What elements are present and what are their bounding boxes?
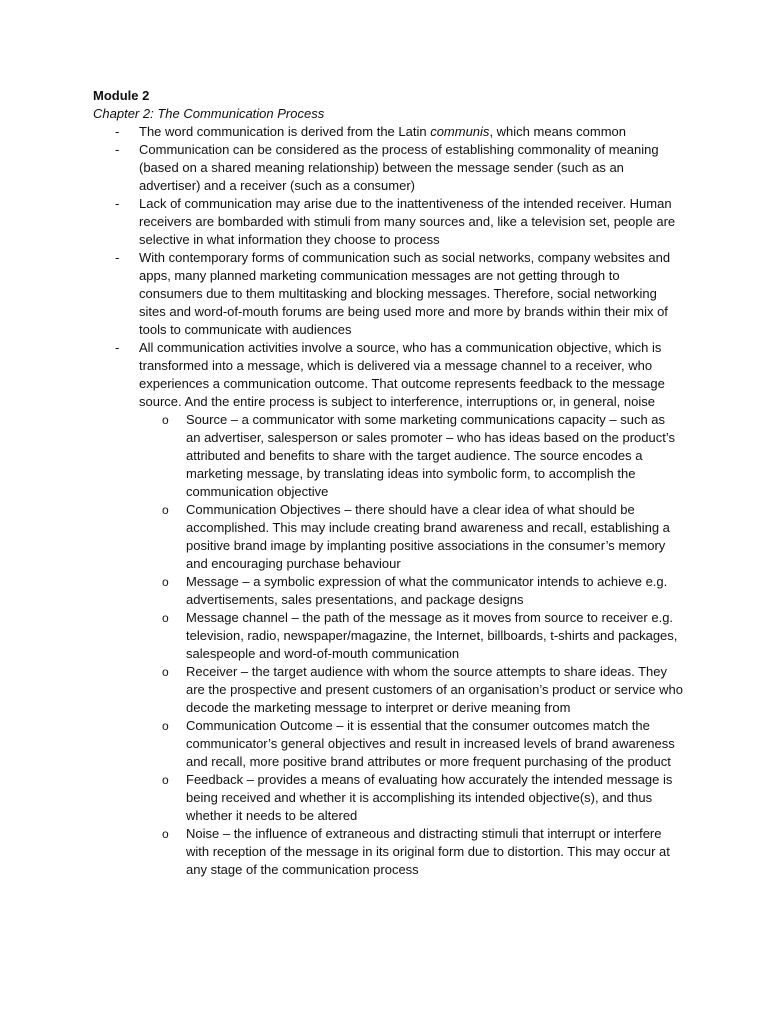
sub-bullet-text: Receiver – the target audience with whom the source attempts to share ideas. They are the prospective and present customers of an organisation’s product or service who decode the marketing message to interpret or derive meaning from — [186, 664, 683, 715]
sub-bullet-item — [139, 573, 683, 609]
bullet-item — [93, 339, 683, 879]
bullet-text: Lack of communication may arise due to the inattentiveness of the intended receiver. Human receivers are bombarded with stimuli from many sources and, like a television set, people are selective in what information they choose to process — [139, 196, 676, 247]
sub-bullet-text: Communication Objectives – there should have a clear idea of what should be accomplished. This may include creating brand awareness and recall, establishing a positive brand image by implanting positive associations in the consumer’s memory and encouraging purchase behaviour — [186, 502, 670, 571]
sub-bullet-text: Message – a symbolic expression of what the communicator intends to achieve e.g. advertisements, sales presentations, and package designs — [186, 574, 668, 607]
chapter-title: Chapter 2: The Communication Process — [93, 106, 325, 121]
bullet-text-before: The word communication is derived from the Latin — [139, 124, 431, 139]
sub-bullet-text: Source – a communicator with some marketing communications capacity – such as an advertiser, salesperson or sales promoter – who has ideas based on the product’s attributed and benefits to share with the target audience. The source encodes a marketing message, by translating ideas into symbolic form, to accomplish the communication objective — [186, 412, 675, 499]
circle-bullet-icon: o — [162, 665, 169, 679]
sub-bullet-text: Communication Outcome – it is essential that the consumer outcomes match the communicator’s general objectives and result in increased levels of brand awareness and recall, more positive brand attributes or more frequent purchasing of the product — [186, 718, 675, 769]
dash-bullet-icon: - — [115, 124, 120, 139]
bullet-text-after: , which means common — [489, 124, 626, 139]
sub-bullet-item — [139, 825, 683, 879]
bullet-item — [93, 123, 683, 141]
circle-bullet-icon: o — [162, 503, 169, 517]
sub-bullet-list — [139, 411, 683, 879]
sub-bullet-item — [139, 411, 683, 501]
sub-bullet-item — [139, 609, 683, 663]
sub-bullet-item — [139, 717, 683, 771]
circle-bullet-icon: o — [162, 611, 169, 625]
dash-bullet-icon: - — [115, 142, 120, 157]
document-content — [93, 87, 683, 879]
dash-bullet-icon: - — [115, 250, 120, 265]
circle-bullet-icon: o — [162, 575, 169, 589]
dash-bullet-icon: - — [115, 196, 120, 211]
circle-bullet-icon: o — [162, 719, 169, 733]
bullet-list — [93, 123, 683, 879]
module-title: Module 2 — [93, 88, 150, 103]
circle-bullet-icon: o — [162, 773, 169, 787]
bullet-text: Communication can be considered as the process of establishing commonality of meaning (based on a shared meaning relationship) between the message sender (such as an advertiser) and a receiver (such as a consumer) — [139, 142, 659, 193]
dash-bullet-icon: - — [115, 340, 120, 355]
bullet-text: All communication activities involve a source, who has a communication objective, which is transformed into a message, which is delivered via a message channel to a receiver, who experiences a communication outcome. That outcome represents feedback to the message source. And the entire process is subject to interference, interruptions or, in general, noise — [139, 340, 665, 409]
bullet-text: With contemporary forms of communication such as social networks, company websites and apps, many planned marketing communication messages are not getting through to consumers due to them multitasking and blocking messages. Therefore, social networking sites and word-of-mouth forums are being used more and more by brands within their mix of tools to communicate with audiences — [139, 250, 671, 337]
sub-bullet-text: Noise – the influence of extraneous and distracting stimuli that interrupt or interfere with reception of the message in its original form due to distortion. This may occur at any stage of the communication process — [186, 826, 670, 877]
latin-term: communis — [430, 124, 490, 139]
circle-bullet-icon: o — [162, 827, 169, 841]
sub-bullet-item — [139, 501, 683, 573]
sub-bullet-item — [139, 771, 683, 825]
sub-bullet-text: Message channel – the path of the message as it moves from source to receiver e.g. television, radio, newspaper/magazine, the Internet, billboards, t-shirts and packages, salespeople and word-of-mouth communication — [186, 610, 678, 661]
sub-bullet-item — [139, 663, 683, 717]
bullet-item — [93, 249, 683, 339]
circle-bullet-icon: o — [162, 413, 169, 427]
sub-bullet-text: Feedback – provides a means of evaluating how accurately the intended message is being received and whether it is accomplishing its intended objective(s), and thus whether it needs to be altered — [186, 772, 673, 823]
bullet-item — [93, 141, 683, 195]
bullet-item — [93, 195, 683, 249]
